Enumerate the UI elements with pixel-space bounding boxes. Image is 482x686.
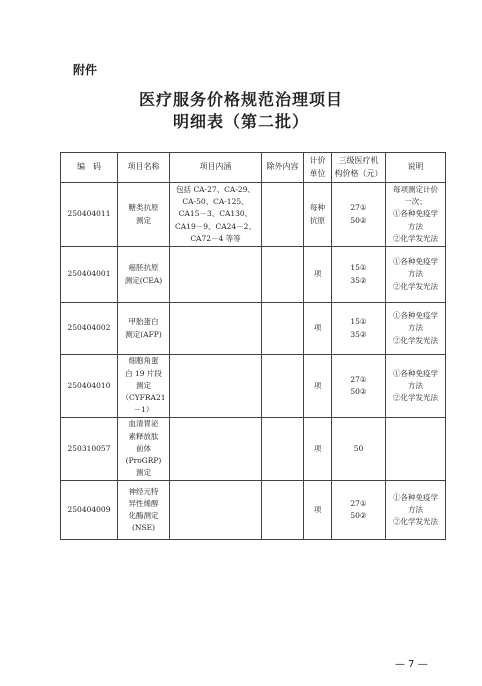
table-header-row <box>61 153 446 183</box>
column-header-unit: 计价 单位 <box>304 153 332 183</box>
column-header-code: 编 码 <box>61 153 118 183</box>
table-row <box>61 355 446 418</box>
document-subtitle: 明细表（第二批） <box>172 112 309 131</box>
cell-exclude <box>262 481 304 540</box>
cell-note: ①各种免疫学 方法 ②化学发光法 <box>386 303 446 355</box>
attachment-label: 附件 <box>73 63 98 77</box>
column-header-exclude: 除外内容 <box>262 153 304 183</box>
cell-content <box>170 303 262 355</box>
cell-content <box>170 481 262 540</box>
cell-exclude <box>262 303 304 355</box>
cell-name: 细胞角蛋 白 19 片段 测定 （CYFRA21 －1） <box>118 355 170 418</box>
cell-note: ①各种免疫学 方法 ②化学发光法 <box>386 355 446 418</box>
cell-unit: 项 <box>304 418 332 481</box>
cell-code: 250404009 <box>61 481 118 540</box>
cell-code: 250404010 <box>61 355 118 418</box>
cell-note: ①各种免疫学 方法 ②化学发光法 <box>386 481 446 540</box>
cell-code: 250404011 <box>61 183 118 247</box>
cell-unit: 每种 抗原 <box>304 183 332 247</box>
cell-note: 每项测定计价 一次； ①各种免疫学 方法 ②化学发光法 <box>386 183 446 247</box>
cell-unit: 项 <box>304 247 332 303</box>
cell-price: 50 <box>332 418 386 481</box>
table-row <box>61 183 446 247</box>
cell-content: 包括 CA-27、CA-29、 CA-50、CA-125、 CA15－3、CA130、 CA19－9、CA24－2、 CA72－4 等等 <box>170 183 262 247</box>
cell-code: 250310057 <box>61 418 118 481</box>
cell-name: 甲胎蛋白 测定(AFP) <box>118 303 170 355</box>
cell-code: 250404001 <box>61 247 118 303</box>
cell-price: 15① 35② <box>332 247 386 303</box>
cell-name: 癌胚抗原 测定(CEA) <box>118 247 170 303</box>
cell-code: 250404002 <box>61 303 118 355</box>
cell-content <box>170 355 262 418</box>
price-table <box>60 152 446 540</box>
cell-note <box>386 418 446 481</box>
page-number: — 7 — <box>395 659 428 670</box>
cell-unit: 项 <box>304 355 332 418</box>
cell-note: ①各种免疫学 方法 ②化学发光法 <box>386 247 446 303</box>
cell-price: 27① 50② <box>332 183 386 247</box>
cell-price: 15① 35② <box>332 303 386 355</box>
cell-exclude <box>262 247 304 303</box>
cell-name: 血清胃泌 素释放肽 前体 (ProGRP) 测定 <box>118 418 170 481</box>
table-row <box>61 481 446 540</box>
table-row <box>61 247 446 303</box>
cell-exclude <box>262 355 304 418</box>
cell-exclude <box>262 418 304 481</box>
cell-price: 27① 50② <box>332 481 386 540</box>
cell-name: 糖类抗原 测定 <box>118 183 170 247</box>
table-row <box>61 303 446 355</box>
cell-name: 神经元特 异性烯醇 化酶测定 (NSE) <box>118 481 170 540</box>
cell-unit: 项 <box>304 303 332 355</box>
cell-content <box>170 247 262 303</box>
column-header-note: 说明 <box>386 153 446 183</box>
column-header-name: 项目名称 <box>118 153 170 183</box>
column-header-content: 项目内涵 <box>170 153 262 183</box>
cell-unit: 项 <box>304 481 332 540</box>
cell-price: 27① 50② <box>332 355 386 418</box>
cell-content <box>170 418 262 481</box>
cell-exclude <box>262 183 304 247</box>
document-title: 医疗服务价格规范治理项目 <box>138 90 343 109</box>
column-header-price: 三级医疗机 构价格（元） <box>332 153 386 183</box>
table-row <box>61 418 446 481</box>
